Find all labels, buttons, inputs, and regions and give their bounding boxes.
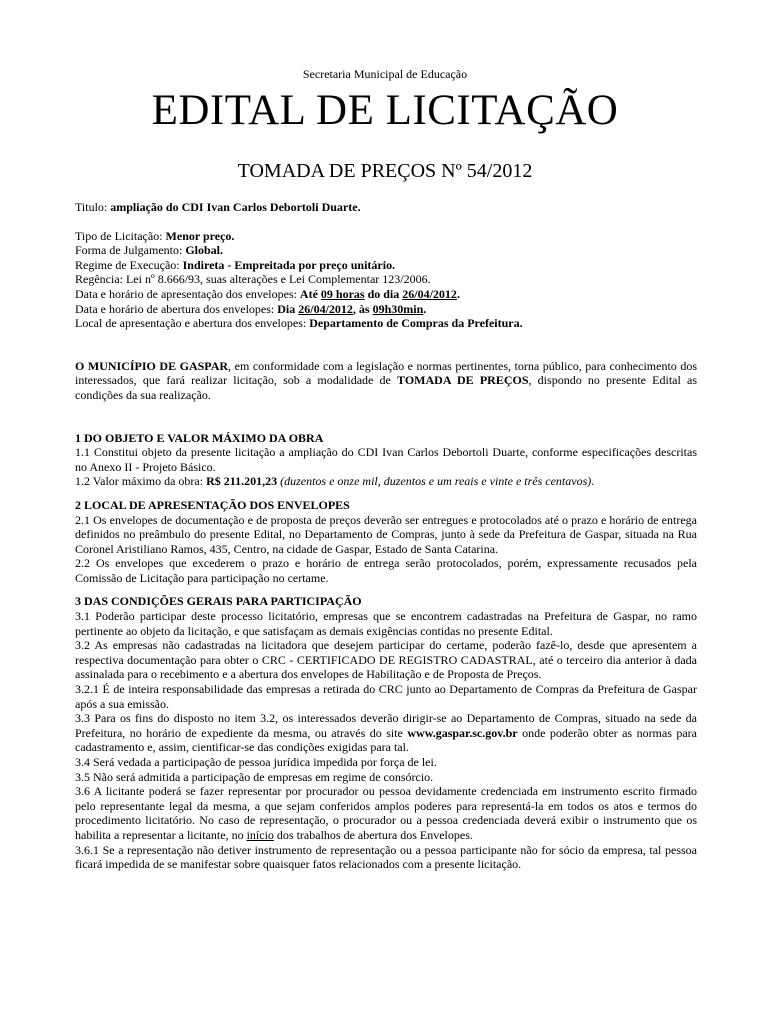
document-body	[75, 200, 697, 872]
info-local: Local de apresentação e abertura dos envelopes: Departamento de Compras da Prefeitura.	[75, 316, 523, 331]
section-1-heading: 1 DO OBJETO E VALOR MÁXIMO DA OBRA	[75, 430, 324, 445]
section-3-1: 3.1 Poderão participar deste processo licitatório, empresas que se encontrem cadastradas na Prefeitura de Gaspar, no ramo pertinente ao objeto da licitação, e que satisfaçam as demais exigências contidas no presente Edital.	[75, 609, 697, 638]
department-name: Secretaria Municipal de Educação	[302, 67, 468, 81]
section-3-heading: 3 DAS CONDIÇÕES GERAIS PARA PARTICIPAÇÃO	[75, 594, 362, 609]
info-forma: Forma de Julgamento: Global.	[75, 243, 224, 258]
section-2-2: 2.2 Os envelopes que excederem o prazo e horário de entrega serão protocolados, porém, expressamente recusados pela Comissão de Licitação para participação no certame.	[75, 556, 697, 585]
section-3-3: 3.3 Para os fins do disposto no item 3.2, os interessados deverão dirigir-se ao Departamento de Compras, situado na sede da Prefeitura, no horário de expediente da mesma, ou através do site www.gaspar.sc.gov.br onde poderão obter as normas para cadastramento e, assim, cientificar-se das condições exigidas para tal.	[75, 711, 698, 755]
section-3-4: 3.4 Será vedada a participação de pessoa jurídica impedida por força de lei.	[75, 755, 437, 769]
section-2-heading: 2 LOCAL DE APRESENTAÇÃO DOS ENVELOPES	[75, 497, 350, 512]
info-tipo: Tipo de Licitação: Menor preço.	[75, 228, 235, 243]
document-title: EDITAL DE LICITAÇÃO	[151, 87, 619, 134]
section-3-6: 3.6 A licitante poderá se fazer representar por procurador ou pessoa devidamente credenciada em instrumento escrito firmado pelo representante legal da mesma, a que sejam conferidos amplos poderes para representá-la em todos os atos e termos do procedimento licitatório. No caso de representação, o procurador ou a pessoa credenciada deverá exibir o instrumento que os habilita a representar a licitante, no início dos trabalhos de abertura dos Envelopes.	[75, 784, 697, 842]
info-apresentacao: Data e horário de apresentação dos envelopes: Até 09 horas do dia 26/04/2012.	[75, 286, 460, 301]
document-subtitle: TOMADA DE PREÇOS Nº 54/2012	[237, 160, 533, 182]
section-3-6-1: 3.6.1 Se a representação não detiver instrumento de representação ou a pessoa participante não for sócio da empresa, tal pessoa ficará impedida de se manifestar sobre quaisquer fatos relacionados com a presente licitação.	[75, 842, 697, 872]
section-1-2: 1.2 Valor máximo da obra: R$ 211.201,23 (duzentos e onze mil, duzentos e um reais e vinte e três centavos).	[75, 474, 595, 489]
section-3-5: 3.5 Não será admitida a participação de empresas em regime de consórcio.	[75, 769, 434, 784]
section-3-2: 3.2 As empresas não cadastradas na licitadora que desejem participar do certame, poderão fazê-lo, desde que apresentem a respectiva documentação para obter o CRC - CERTIFICADO DE REGISTRO CADASTRAL, até o terceiro dia anterior à dada assinalada para o recebimento e a abertura dos envelopes de Habilitação e de Proposta de Preços.	[75, 638, 697, 682]
section-1-1: 1.1 Constitui objeto da presente licitação a ampliação do CDI Ivan Carlos Debortoli Duarte, conforme especificações descritas no Anexo II - Projeto Básico.	[75, 445, 697, 474]
section-2-1: 2.1 Os envelopes de documentação e de proposta de preços deverão ser entregues e protocolados até o prazo e horário de entrega definidos no preâmbulo do presente Edital, no Departamento de Compras, junto à sede da Prefeitura de Gaspar, situada na Rua Coronel Aristiliano Ramos, 435, Centro, na cidade de Gaspar, Estado de Santa Catarina.	[75, 512, 697, 556]
info-abertura: Data e horário de abertura dos envelopes: Dia 26/04/2012, às 09h30min.	[75, 301, 427, 316]
section-3-2-1: 3.2.1 É de inteira responsabilidade das empresas a retirada do CRC junto ao Departamento de Compras da Prefeitura de Gaspar após a sua emissão.	[75, 682, 697, 711]
intro-paragraph: O MUNICÍPIO DE GASPAR, em conformidade com a legislação e normas pertinentes, torna público, para conhecimento dos interessados, que fará realizar licitação, sob a modalidade de TOMADA DE PREÇOS, dispondo no presente Edital as condições da sua realização.	[75, 358, 698, 402]
info-regencia: Regência: Lei nº 8.666/93, suas alterações e Lei Complementar 123/2006.	[75, 272, 431, 287]
site-link: www.gaspar.sc.gov.br	[407, 725, 518, 740]
info-regime: Regime de Execução: Indireta - Empreitada por preço unitário.	[75, 257, 396, 272]
info-titulo: Titulo: ampliação do CDI Ivan Carlos Debortoli Duarte.	[75, 200, 361, 214]
